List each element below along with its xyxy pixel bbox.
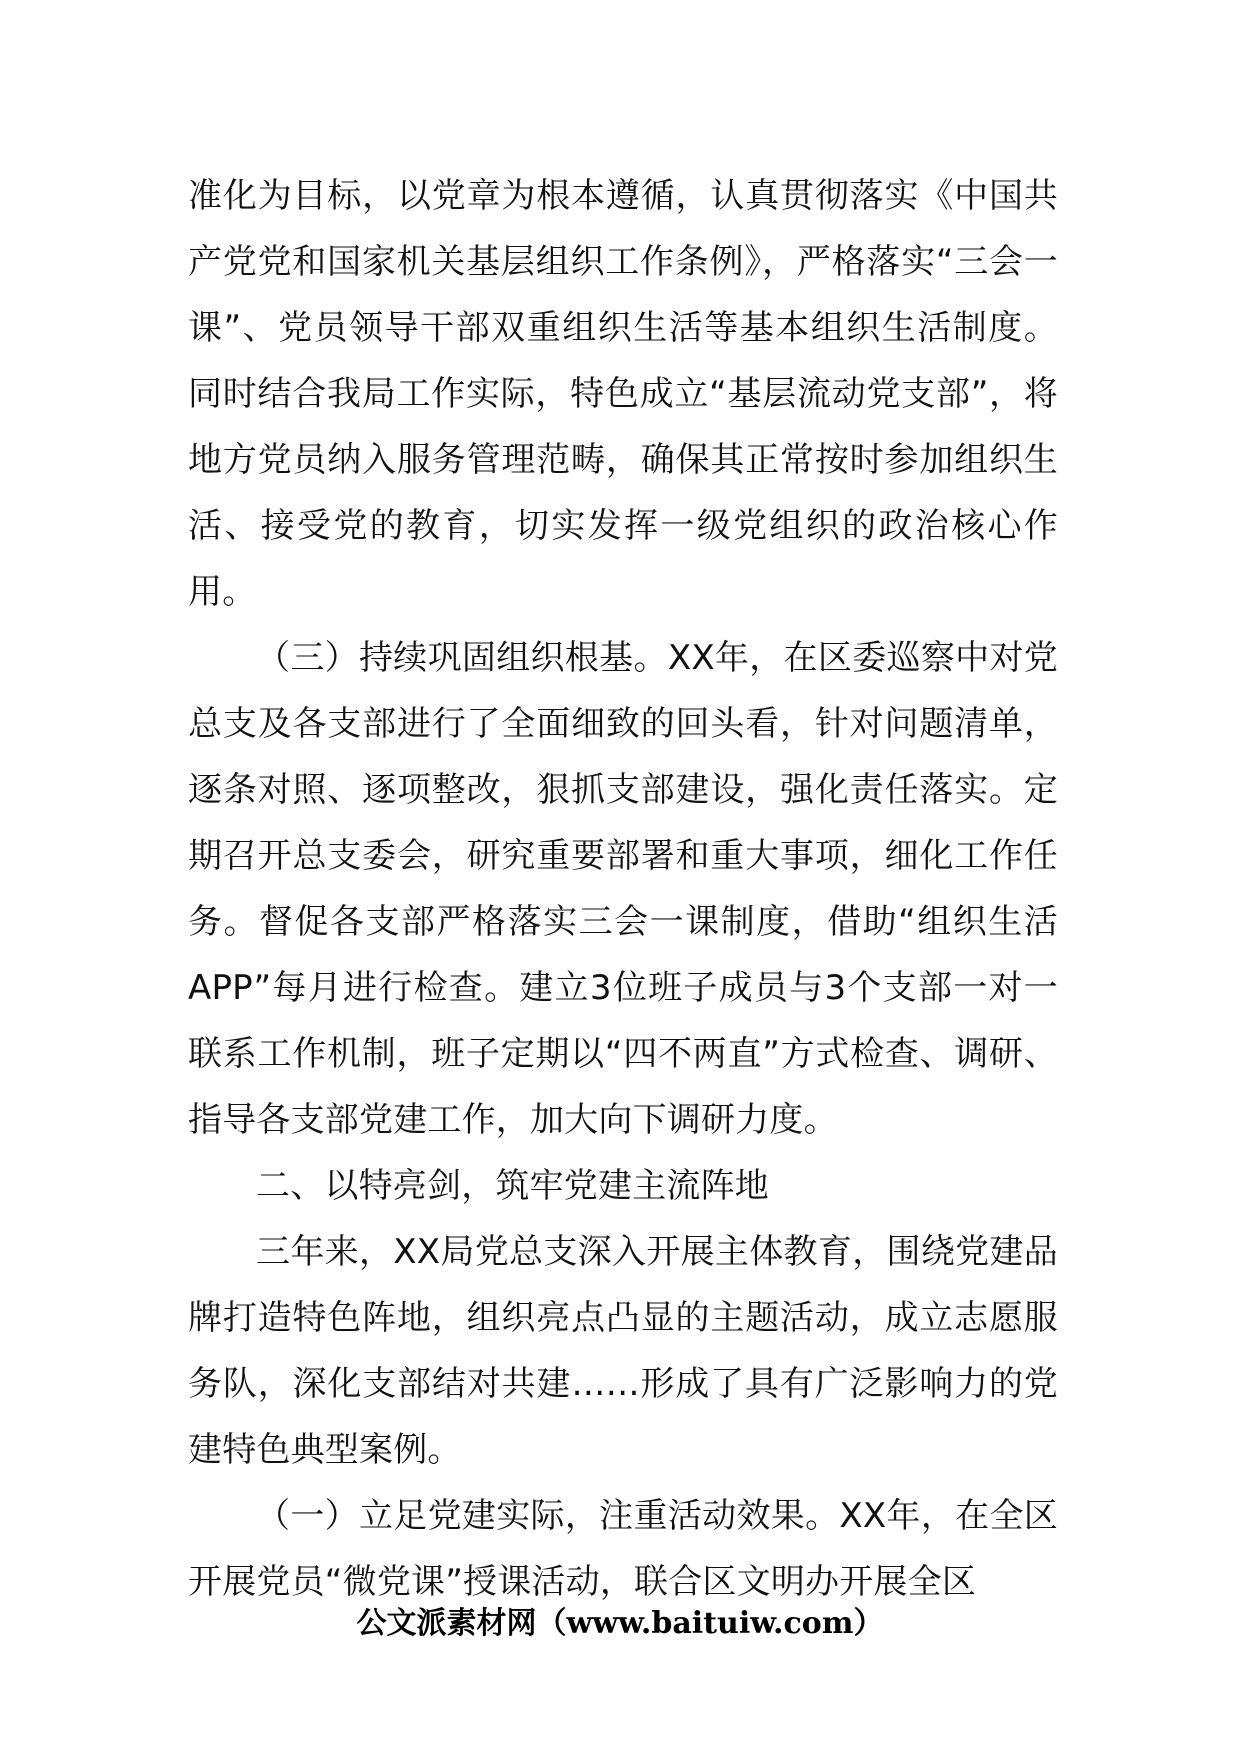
paragraph-subsection-one: （一）立足党建实际，注重活动效果。XX年，在全区开展党员“微党课”授课活动，联合区文明办开展全区 xyxy=(188,1496,1058,1602)
document-body xyxy=(188,163,1058,1615)
paragraph-section-two-intro: 三年来，XX局党总支深入开展主体教育，围绕党建品牌打造特色阵地，组织亮点凸显的主题活动，成立志愿服务队，深化支部结对共建……形成了具有广泛影响力的党建特色典型案例。 xyxy=(188,1232,1058,1470)
paragraph-section-three: （三）持续巩固组织根基。XX年，在区委巡察中对党总支及各支部进行了全面细致的回头看，针对问题清单，逐条对照、逐项整改，狠抓支部建设，强化责任落实。定期召开总支委会，研究重要部署和重大事项，细化工作任务。督促各支部严格落实三会一课制度，借助“组织生活APP”每月进行检查。建立3位班子成员与3个支部一对一联系工作机制，班子定期以“四不两直”方式检查、调研、指导各支部党建工作，加大向下调研力度。 xyxy=(188,638,1058,1140)
paragraph-continued: 准化为目标，以党章为根本遵循，认真贯彻落实《中国共产党党和国家机关基层组织工作条例》，严格落实“三会一课”、党员领导干部双重组织生活等基本组织生活制度。同时结合我局工作实际，特色成立“基层流动党支部”，将地方党员纳入服务管理范畴，确保其正常按时参加组织生活、接受党的教育，切实发挥一级党组织的政治核心作用。 xyxy=(188,176,1058,612)
section-heading-two: 二、以特亮剑，筑牢党建主流阵地 xyxy=(256,1166,769,1206)
footer-watermark: 公文派素材网（www.baituiw.com） xyxy=(356,1606,884,1641)
